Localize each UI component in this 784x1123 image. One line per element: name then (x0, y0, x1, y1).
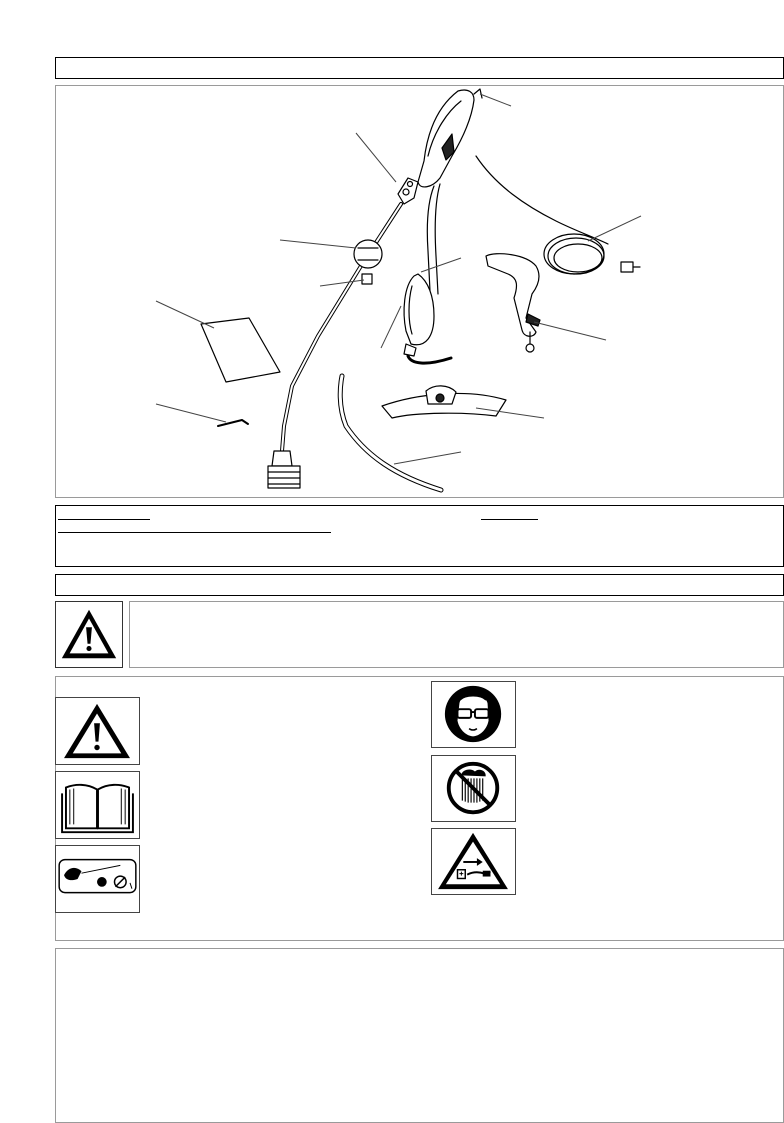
left-heading-rule (58, 519, 150, 520)
warning-triangle-icon (56, 698, 139, 764)
general-warning-box (129, 601, 784, 668)
symbol-no-rain (431, 755, 516, 822)
symbol-manual (55, 771, 140, 839)
symbol-unplug (431, 828, 516, 895)
eye-protection-icon (432, 682, 515, 747)
no-rain-icon (432, 756, 515, 821)
bottom-text-box (55, 948, 784, 1123)
parts-caption-box (55, 505, 784, 567)
bystander-distance-icon (56, 846, 139, 912)
caption-rule (58, 532, 331, 533)
parts-section-header (55, 57, 784, 79)
symbols-panel (55, 676, 784, 941)
trimmer-parts-diagram (56, 86, 784, 499)
general-warning-symbol (55, 601, 123, 668)
safety-section-header (55, 574, 784, 596)
manual-book-icon (56, 772, 139, 838)
symbol-eye-protection (431, 681, 516, 748)
unplug-cable-icon (432, 829, 515, 894)
parts-illustration (55, 85, 784, 498)
right-heading-rule (481, 519, 538, 520)
symbol-bystanders (55, 845, 140, 913)
symbol-warning (55, 697, 140, 765)
warning-triangle-icon (56, 602, 122, 667)
